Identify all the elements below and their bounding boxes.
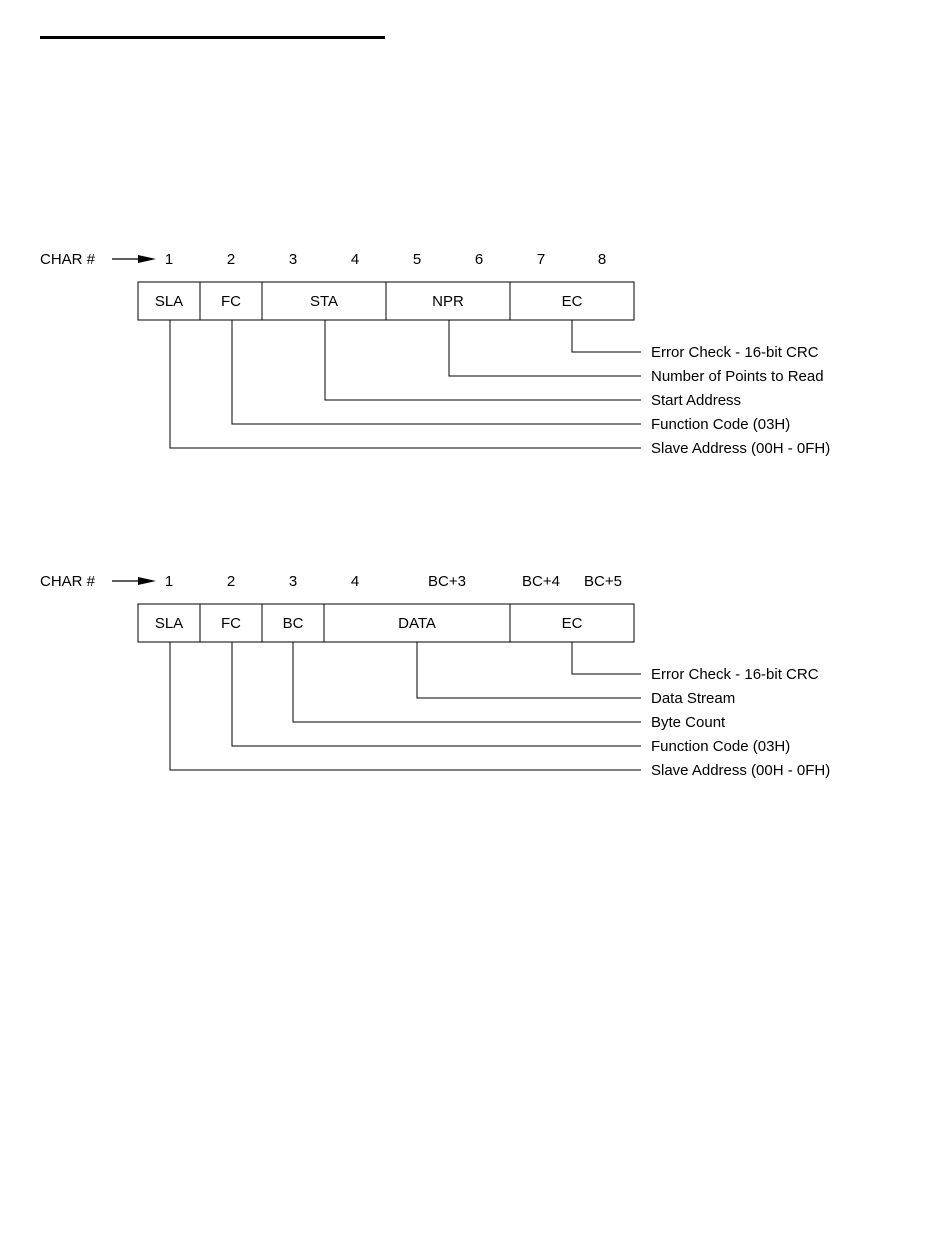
connector-line <box>325 320 641 400</box>
connector-line <box>417 642 641 698</box>
field-label: EC <box>561 293 583 310</box>
field-description: Byte Count <box>651 714 726 731</box>
frame-diagram-2 <box>40 573 830 779</box>
field-description: Start Address <box>651 392 742 409</box>
frame-diagram-1 <box>40 251 830 457</box>
field-description: Slave Address (00H - 0FH) <box>651 440 831 457</box>
field-label: SLA <box>154 293 184 310</box>
char-number: 6 <box>474 251 484 268</box>
connector-line <box>293 642 641 722</box>
field-label: EC <box>561 615 583 632</box>
char-number: BC+3 <box>428 573 466 590</box>
char-number: 8 <box>597 251 607 268</box>
field-description: Data Stream <box>651 690 736 707</box>
char-number: 4 <box>350 251 360 268</box>
char-label: CHAR # <box>40 251 96 268</box>
arrow-head-icon <box>138 255 156 263</box>
char-number: 2 <box>226 573 236 590</box>
char-number: 4 <box>350 573 360 590</box>
char-number: 3 <box>288 573 298 590</box>
connector-line <box>170 642 641 770</box>
field-label: SLA <box>154 615 184 632</box>
field-label: DATA <box>398 615 436 632</box>
connector-line <box>572 320 641 352</box>
field-description: Error Check - 16-bit CRC <box>651 344 819 361</box>
field-label: STA <box>309 293 339 310</box>
char-number: 7 <box>536 251 546 268</box>
field-description: Function Code (03H) <box>651 738 791 755</box>
char-label: CHAR # <box>40 573 96 590</box>
connector-line <box>232 320 641 424</box>
arrow-head-icon <box>138 577 156 585</box>
connector-line <box>572 642 641 674</box>
field-description: Error Check - 16-bit CRC <box>651 666 819 683</box>
field-label: NPR <box>432 293 464 310</box>
field-description: Slave Address (00H - 0FH) <box>651 762 831 779</box>
field-description: Number of Points to Read <box>651 368 824 385</box>
char-number: 1 <box>164 251 174 268</box>
field-label: FC <box>221 293 241 310</box>
connector-line <box>170 320 641 448</box>
field-label: FC <box>221 615 241 632</box>
char-number: 3 <box>288 251 298 268</box>
char-number: BC+5 <box>584 573 622 590</box>
connector-line <box>449 320 641 376</box>
char-number: 1 <box>164 573 174 590</box>
char-number: 2 <box>226 251 236 268</box>
char-number: 5 <box>412 251 422 268</box>
char-number: BC+4 <box>522 573 560 590</box>
field-description: Function Code (03H) <box>651 416 791 433</box>
field-label: BC <box>282 615 304 632</box>
